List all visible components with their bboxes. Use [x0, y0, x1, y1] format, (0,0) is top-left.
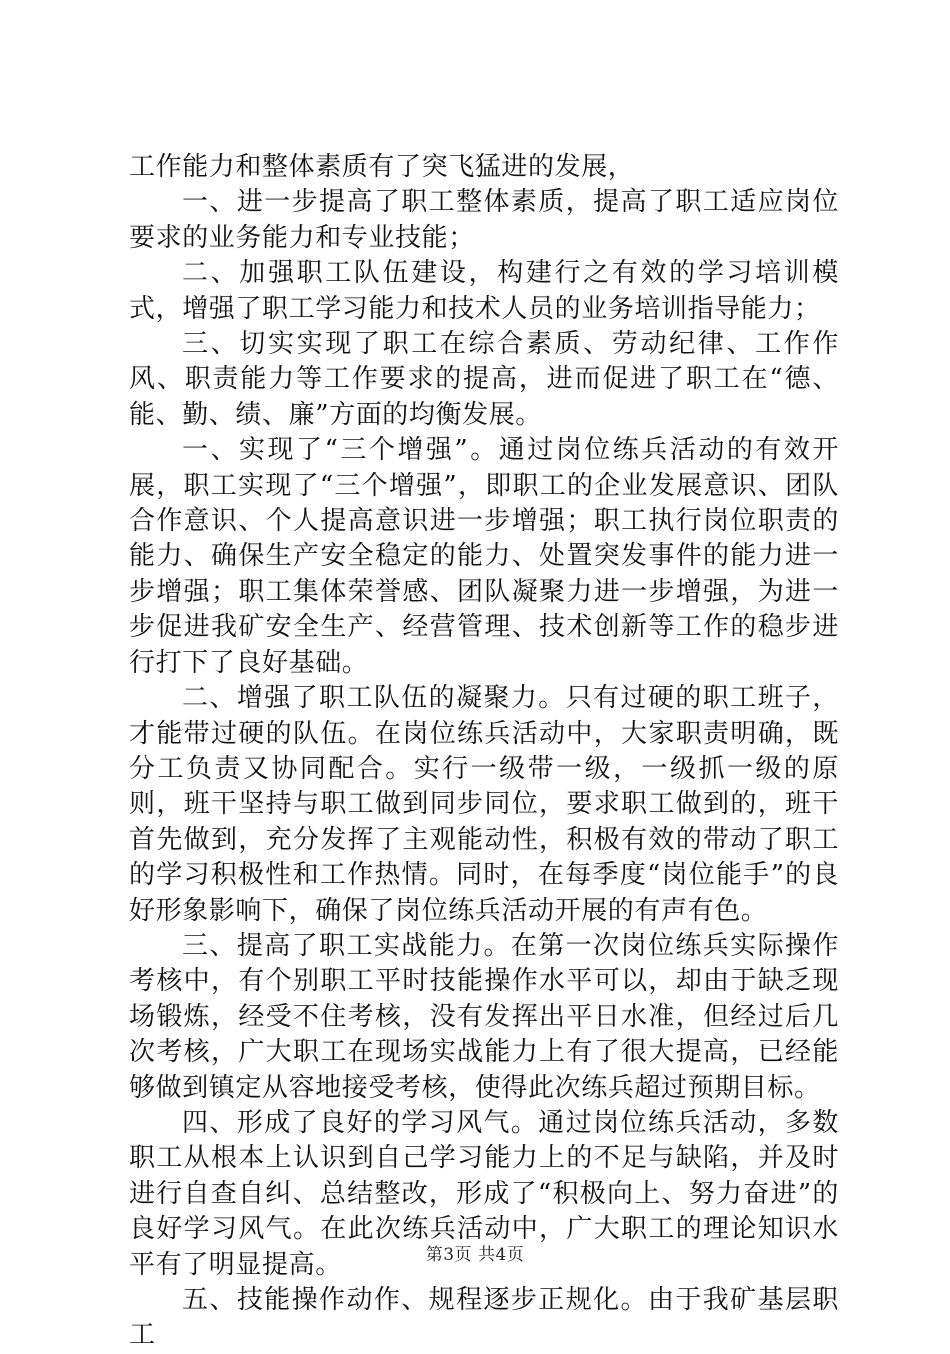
paragraph: 一、实现了“三个增强”。通过岗位练兵活动的有效开展，职工实现了“三个增强”，即职工的企业发展意识、团队合作意识、个人提高意识进一步增强；职工执行岗位职责的能力、确保生产安全稳定的能力、处置突发事件的能力进一步增强；职工集体荣誉感、团队凝聚力进一步增强，为进一步促进我矿安全生产、经营管理、技术创新等工作的稳步进行打下了良好基础。: [129, 435, 839, 678]
paragraph: 五、技能操作动作、规程逐步正规化。由于我矿基层职工: [129, 1285, 839, 1351]
page-footer: [0, 1244, 950, 1266]
paragraph: 三、切实实现了职工在综合素质、劳动纪律、工作作风、职责能力等工作要求的提高，进而促进了职工在“德、能、勤、绩、廉”方面的均衡发展。: [129, 329, 839, 430]
paragraph: 二、加强职工队伍建设，构建行之有效的学习培训模式，增强了职工学习能力和技术人员的业务培训指导能力；: [129, 258, 839, 324]
page-number: 第3页 共4页: [425, 1245, 525, 1265]
paragraph: 三、提高了职工实战能力。在第一次岗位练兵实际操作考核中，有个别职工平时技能操作水平可以，却由于缺乏现场锻炼，经受不住考核，没有发挥出平日水准，但经过后几次考核，广大职工在现场实战能力上有了很大提高，已经能够做到镇定从容地接受考核，使得此次练兵超过预期目标。: [129, 930, 839, 1103]
paragraph: 四、形成了良好的学习风气。通过岗位练兵活动，多数职工从根本上认识到自己学习能力上的不足与缺陷，并及时进行自查自纠、总结整改，形成了“积极向上、努力奋进”的良好学习风气。在此次练兵活动中，广大职工的理论知识水平有了明显提高。: [129, 1107, 839, 1280]
paragraph: 一、进一步提高了职工整体素质，提高了职工适应岗位要求的业务能力和专业技能；: [129, 187, 839, 253]
document-body: [129, 150, 839, 1354]
paragraph: 二、增强了职工队伍的凝聚力。只有过硬的职工班子，才能带过硬的队伍。在岗位练兵活动中，大家职责明确，既分工负责又协同配合。实行一级带一级，一级抓一级的原则，班干坚持与职工做到同步同位，要求职工做到的，班干首先做到，充分发挥了主观能动性，积极有效的带动了职工的学习积极性和工作热情。同时，在每季度“岗位能手”的良好形象影响下，确保了岗位练兵活动开展的有声有色。: [129, 683, 839, 926]
paragraph: 工作能力和整体素质有了突飞猛进的发展，: [129, 152, 635, 182]
